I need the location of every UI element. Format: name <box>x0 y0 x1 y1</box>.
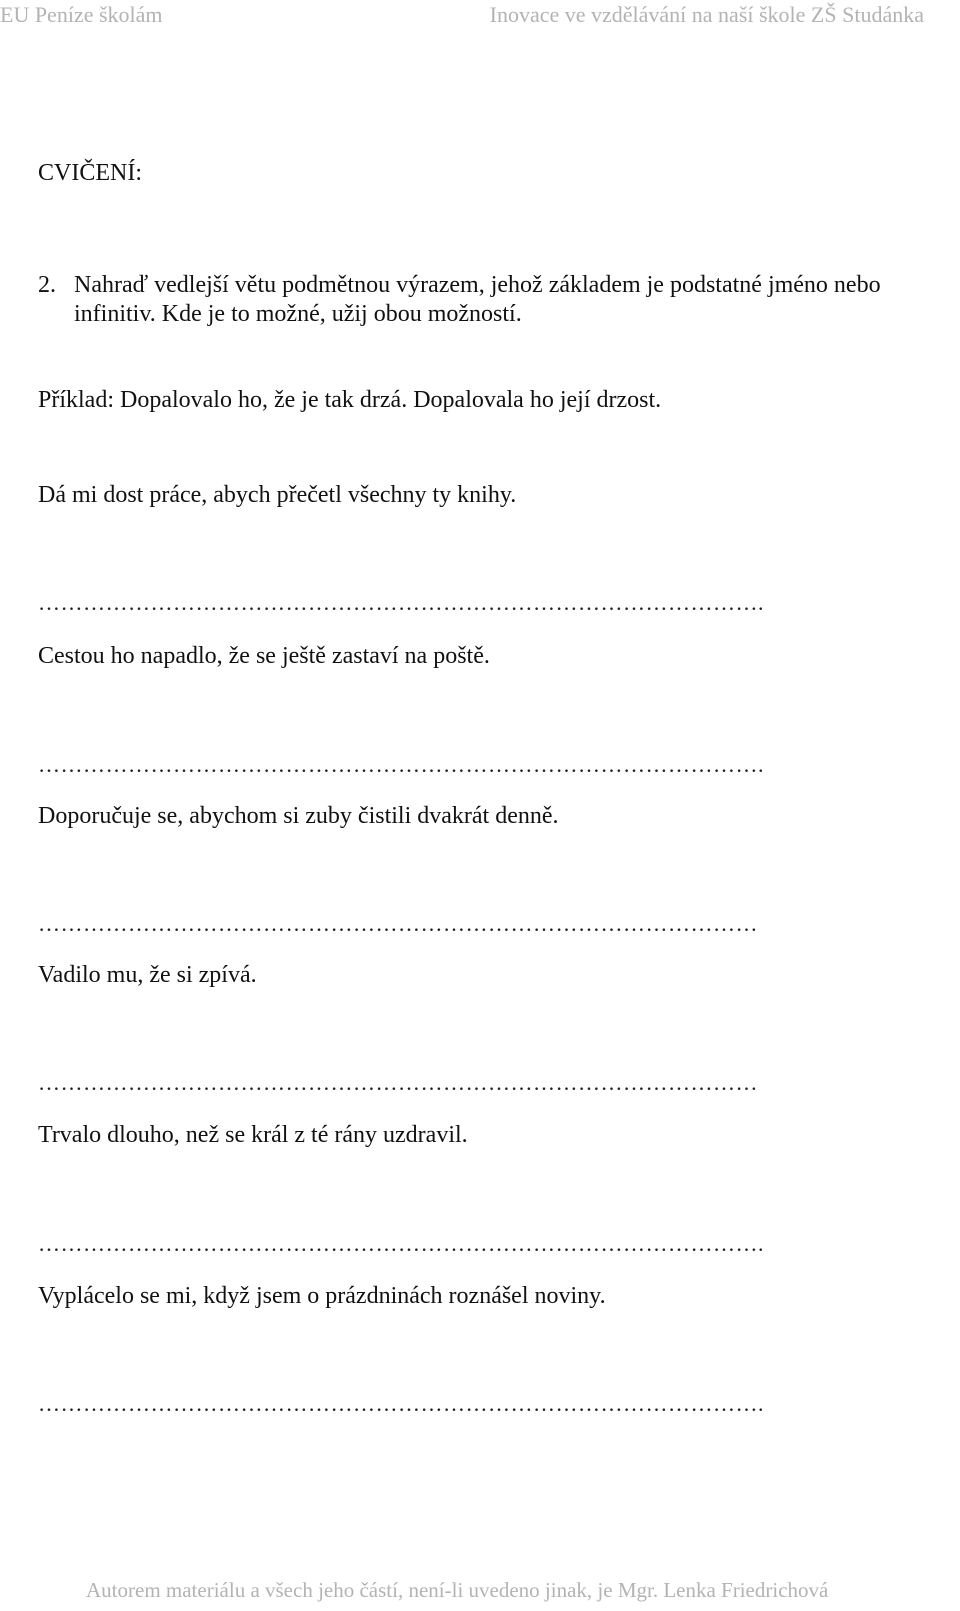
answer-line-1: ……………………………………………………………………………………. <box>38 590 764 615</box>
answer-line-4: …………………………………………………………………………………… <box>38 1070 758 1095</box>
exercise-sentence-5: Trvalo dlouho, než se král z té rány uzdravil. <box>38 1122 468 1148</box>
section-title: CVIČENÍ: <box>38 160 142 186</box>
answer-line-3: …………………………………………………………………………………… <box>38 911 758 936</box>
exercise-sentence-1: Dá mi dost práce, abych přečetl všechny ty knihy. <box>38 482 517 508</box>
task-text: Nahraď vedlejší větu podmětnou výrazem, jehož základem je podstatné jméno nebo infinitiv. Kde je to možné, užij obou možností. <box>74 272 881 327</box>
task-number: 2. <box>38 272 56 298</box>
answer-line-6: ……………………………………………………………………………………. <box>38 1391 764 1416</box>
exercise-sentence-2: Cestou ho napadlo, že se ještě zastaví na poště. <box>38 643 490 669</box>
header-school-name: Inovace ve vzdělávání na naší škole ZŠ Studánka <box>489 2 924 27</box>
header-project-name: EU Peníze školám <box>0 2 163 27</box>
exercise-sentence-4: Vadilo mu, že si zpívá. <box>38 962 257 988</box>
example-sentence: Příklad: Dopalovalo ho, že je tak drzá. Dopalovala ho její drzost. <box>38 387 662 413</box>
task-instruction <box>38 271 938 329</box>
answer-line-5: ……………………………………………………………………………………. <box>38 1231 764 1256</box>
exercise-sentence-3: Doporučuje se, abychom si zuby čistili dvakrát denně. <box>38 803 559 829</box>
exercise-sentence-6: Vyplácelo se mi, když jsem o prázdninách roznášel noviny. <box>38 1283 606 1309</box>
footer-author: Autorem materiálu a všech jeho částí, není-li uvedeno jinak, je Mgr. Lenka Friedrichová <box>86 1578 829 1602</box>
answer-line-2: ……………………………………………………………………………………. <box>38 752 764 777</box>
